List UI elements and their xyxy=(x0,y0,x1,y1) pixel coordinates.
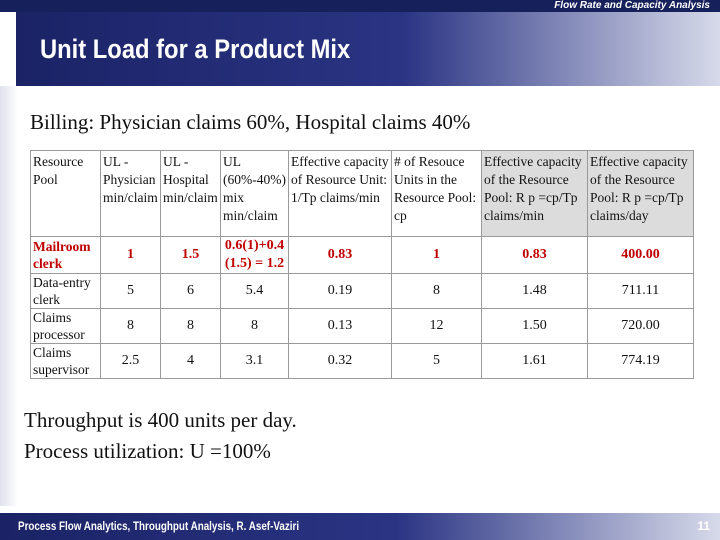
table-cell: 711.11 xyxy=(588,274,694,309)
header-cell: UL - Hospital min/claim xyxy=(161,151,221,237)
table-cell: 5.4 xyxy=(221,274,289,309)
throughput-line: Throughput is 400 units per day. xyxy=(24,408,297,432)
header-cell: Resource Pool xyxy=(31,151,101,237)
table-cell: 1 xyxy=(101,237,161,274)
header-cell: Effective capacity of the Resource Pool: R p =cp/Tp claims/min xyxy=(482,151,588,237)
page-number: 11 xyxy=(697,519,710,533)
table-cell: 774.19 xyxy=(588,344,694,379)
section-caption: Flow Rate and Capacity Analysis xyxy=(554,0,710,11)
table-cell: 0.6(1)+0.4 (1.5) = 1.2 xyxy=(221,237,289,274)
unit-load-table xyxy=(30,150,694,379)
resource-pool-cell: Mailroom clerk xyxy=(31,237,101,274)
table-cell: 1 xyxy=(392,237,482,274)
header-cell: UL (60%-40%) mix min/claim xyxy=(221,151,289,237)
table-cell: 5 xyxy=(392,344,482,379)
header-cell: # of Resouce Units in the Resource Pool: cp xyxy=(392,151,482,237)
table-cell: 4 xyxy=(161,344,221,379)
table-cell: 6 xyxy=(161,274,221,309)
table-cell: 0.32 xyxy=(289,344,392,379)
table-cell: 0.19 xyxy=(289,274,392,309)
table-row xyxy=(31,274,694,309)
table-cell: 8 xyxy=(101,309,161,344)
slide-subtitle: Billing: Physician claims 60%, Hospital claims 40% xyxy=(30,110,471,134)
table-cell: 8 xyxy=(161,309,221,344)
resource-pool-cell: Data-entry clerk xyxy=(31,274,101,309)
table-header-row xyxy=(31,151,694,237)
table-cell: 2.5 xyxy=(101,344,161,379)
table-cell: 8 xyxy=(392,274,482,309)
table-cell: 3.1 xyxy=(221,344,289,379)
resource-pool-cell: Claims processor xyxy=(31,309,101,344)
table-cell: 12 xyxy=(392,309,482,344)
table-cell: 0.13 xyxy=(289,309,392,344)
header-cell: Effective capacity of the Resource Pool: R p =cp/Tp claims/day xyxy=(588,151,694,237)
left-shade xyxy=(0,86,18,506)
table-cell: 0.83 xyxy=(289,237,392,274)
header-cell: Effective capacity of Resource Unit: 1/Tp claims/min xyxy=(289,151,392,237)
slide-title: Unit Load for a Product Mix xyxy=(40,34,351,64)
table-cell: 720.00 xyxy=(588,309,694,344)
table-row xyxy=(31,237,694,274)
table-cell: 8 xyxy=(221,309,289,344)
table-cell: 0.83 xyxy=(482,237,588,274)
table-cell: 1.5 xyxy=(161,237,221,274)
resource-pool-cell: Claims supervisor xyxy=(31,344,101,379)
table-cell: 1.61 xyxy=(482,344,588,379)
header-cell: UL - Physician min/claim xyxy=(101,151,161,237)
conclusions xyxy=(24,405,297,467)
table-cell: 1.48 xyxy=(482,274,588,309)
table-row xyxy=(31,344,694,379)
table-cell: 1.50 xyxy=(482,309,588,344)
table-cell: 400.00 xyxy=(588,237,694,274)
utilization-line: Process utilization: U =100% xyxy=(24,439,271,463)
footer-text: Process Flow Analytics, Throughput Analysis, R. Asef-Vaziri xyxy=(18,519,300,533)
table-cell: 5 xyxy=(101,274,161,309)
table-row xyxy=(31,309,694,344)
